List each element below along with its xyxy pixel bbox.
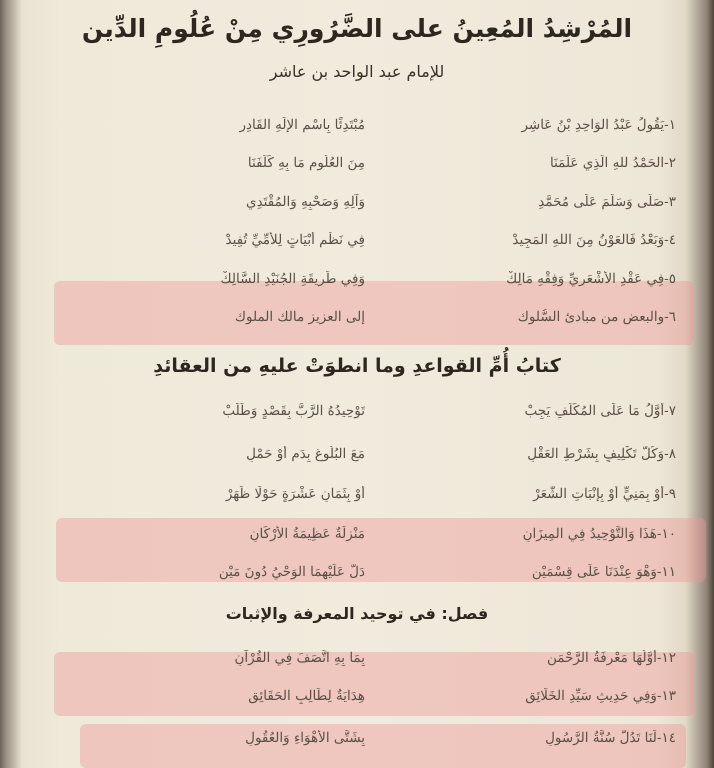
verse-second-half: تَوْحِيدُهُ الرَّبَّ بِقَصْدٍ وَطَلَبْ [222, 403, 365, 419]
verse-number: ٥- [664, 271, 676, 287]
verse-first-half: ٥-فِي عَقْدِ الأَشْعَرِيِّ وَفِقْهِ مَالِكْ [506, 271, 676, 287]
verse-number: ١١- [656, 564, 676, 580]
verse-second-half: فِي نَظْمِ أَبْيَاتٍ لِلأُمِّيِّ تُفِيدْ [225, 232, 365, 248]
verse-second-half: مُبْتَدِئًا بِاسْمِ الإلَهِ القَادِرِ [239, 117, 365, 133]
verse-line [100, 564, 676, 588]
verse-line [100, 155, 676, 179]
verse-number: ٧- [664, 403, 676, 419]
verse-first-half: ١-يَقُولُ عَبْدُ الوَاحِدِ بْنُ عَاشِرِ [521, 117, 676, 133]
verse-first-half: ٦-والبعض من مبادئ السُّلوك [517, 309, 676, 325]
verse-first-half: ٣-صَلَّى وَسَلَّمَ عَلَى مُحَمَّدِ [538, 194, 676, 210]
verse-number: ١٣- [656, 688, 676, 704]
verse-first-half: ٩-أَوْ بِمَنِيٍّ أَوْ بِإِنْبَاتِ الشَّعَرْ [533, 486, 676, 502]
verse-number: ٤- [664, 232, 676, 248]
verse-second-half: إلى العزيز مالك الملوك [234, 309, 365, 325]
verse-line [100, 117, 676, 141]
verse-number: ٨- [664, 446, 676, 462]
verse-second-half: بِمَا بِهِ اتَّصَفَ فِي القُرْآنِ [234, 650, 365, 666]
verse-line [100, 486, 676, 510]
verse-second-half: أَوْ بِثَمَانِ عَشْرَةٍ حَوْلًا ظَهَرْ [225, 486, 365, 502]
verse-line [100, 650, 676, 674]
verse-number: ١- [664, 117, 676, 133]
verse-second-half: وَآلِهِ وَصَحْبِهِ وَالمُقْتَدِي [246, 194, 365, 210]
verse-number: ٦- [664, 309, 676, 325]
verse-line [100, 309, 676, 333]
verse-second-half: وَفِي طَرِيقَةِ الجُنَيْدِ السَّالِكْ [220, 271, 365, 287]
verse-first-half: ١٠-هَذَا وَالتَّوْحِيدُ فِي المِيزَانِ [522, 526, 676, 542]
verse-second-half: مِنَ العُلُومِ مَا بِهِ كَلَّفَنَا [247, 155, 365, 171]
verse-first-half: ١٤-لَنَا تَدُلُّ سُنَّةُ الرَّسُولِ [545, 730, 676, 746]
verse-number: ٩- [664, 486, 676, 502]
verse-second-half: مَنْزِلَةٌ عَظِيمَةُ الأَرْكَانِ [249, 526, 365, 542]
verse-line [100, 194, 676, 218]
verse-number: ١٢- [656, 650, 676, 666]
verse-line [100, 730, 676, 754]
verse-second-half: مَعَ البُلُوغِ بِدَمٍ أَوْ حَمْلِ [246, 446, 365, 462]
verse-line [100, 271, 676, 295]
verse-number: ٢- [664, 155, 676, 171]
verse-line [100, 403, 676, 427]
verse-number: ١٠- [656, 526, 676, 542]
verse-second-half: بِشَتَّى الأَهْوَاءِ وَالعُقُولِ [245, 730, 365, 746]
verse-line [100, 526, 676, 550]
verse-second-half: هِدَايَةٌ لِطَالِبِ الحَقَائِقِ [248, 688, 365, 704]
verse-second-half: دَلَّ عَلَيْهِمَا الوَحْيُ دُونَ مَيْنِ [218, 564, 365, 580]
verse-line [100, 232, 676, 256]
verse-first-half: ١١-وَهْوَ عِنْدَنَا عَلَى قِسْمَيْنِ [531, 564, 676, 580]
author-line: للإمام عبد الواحد بن عاشر [269, 62, 445, 81]
verse-first-half: ١٣-وَفِي حَدِيثِ سَيِّدِ الخَلَائِقِ [525, 688, 676, 704]
section-title-aqaid: كتابُ أُمِّ القواعدِ وما انطوَتْ عليهِ من العقائدِ [153, 355, 561, 377]
verse-first-half: ٧-أَوَّلُ مَا عَلَى المُكَلَّفِ يَجِبْ [524, 403, 676, 419]
book-title: المُرْشِدُ المُعِينُ على الضَّرُورِي مِنْ عُلُومِ الدِّين [81, 14, 633, 43]
verse-number: ١٤- [656, 730, 676, 746]
verse-first-half: ٤-وَبَعْدُ فَالعَوْنُ مِنَ اللهِ المَجِيدْ [512, 232, 676, 248]
verse-number: ٣- [664, 194, 676, 210]
verse-first-half: ٨-وَكُلُّ تَكْلِيفٍ بِشَرْطِ العَقْلِ [527, 446, 676, 462]
verse-line [100, 446, 676, 470]
verse-first-half: ١٢-أَوَّلُهَا مَعْرِفَةُ الرَّحْمَنِ [546, 650, 676, 666]
verse-first-half: ٢-الحَمْدُ للهِ الَّذِي عَلَّمَنَا [549, 155, 676, 171]
section-title-marifa: فصل: في توحيد المعرفة والإثبات [225, 604, 489, 623]
verse-line [100, 688, 676, 712]
